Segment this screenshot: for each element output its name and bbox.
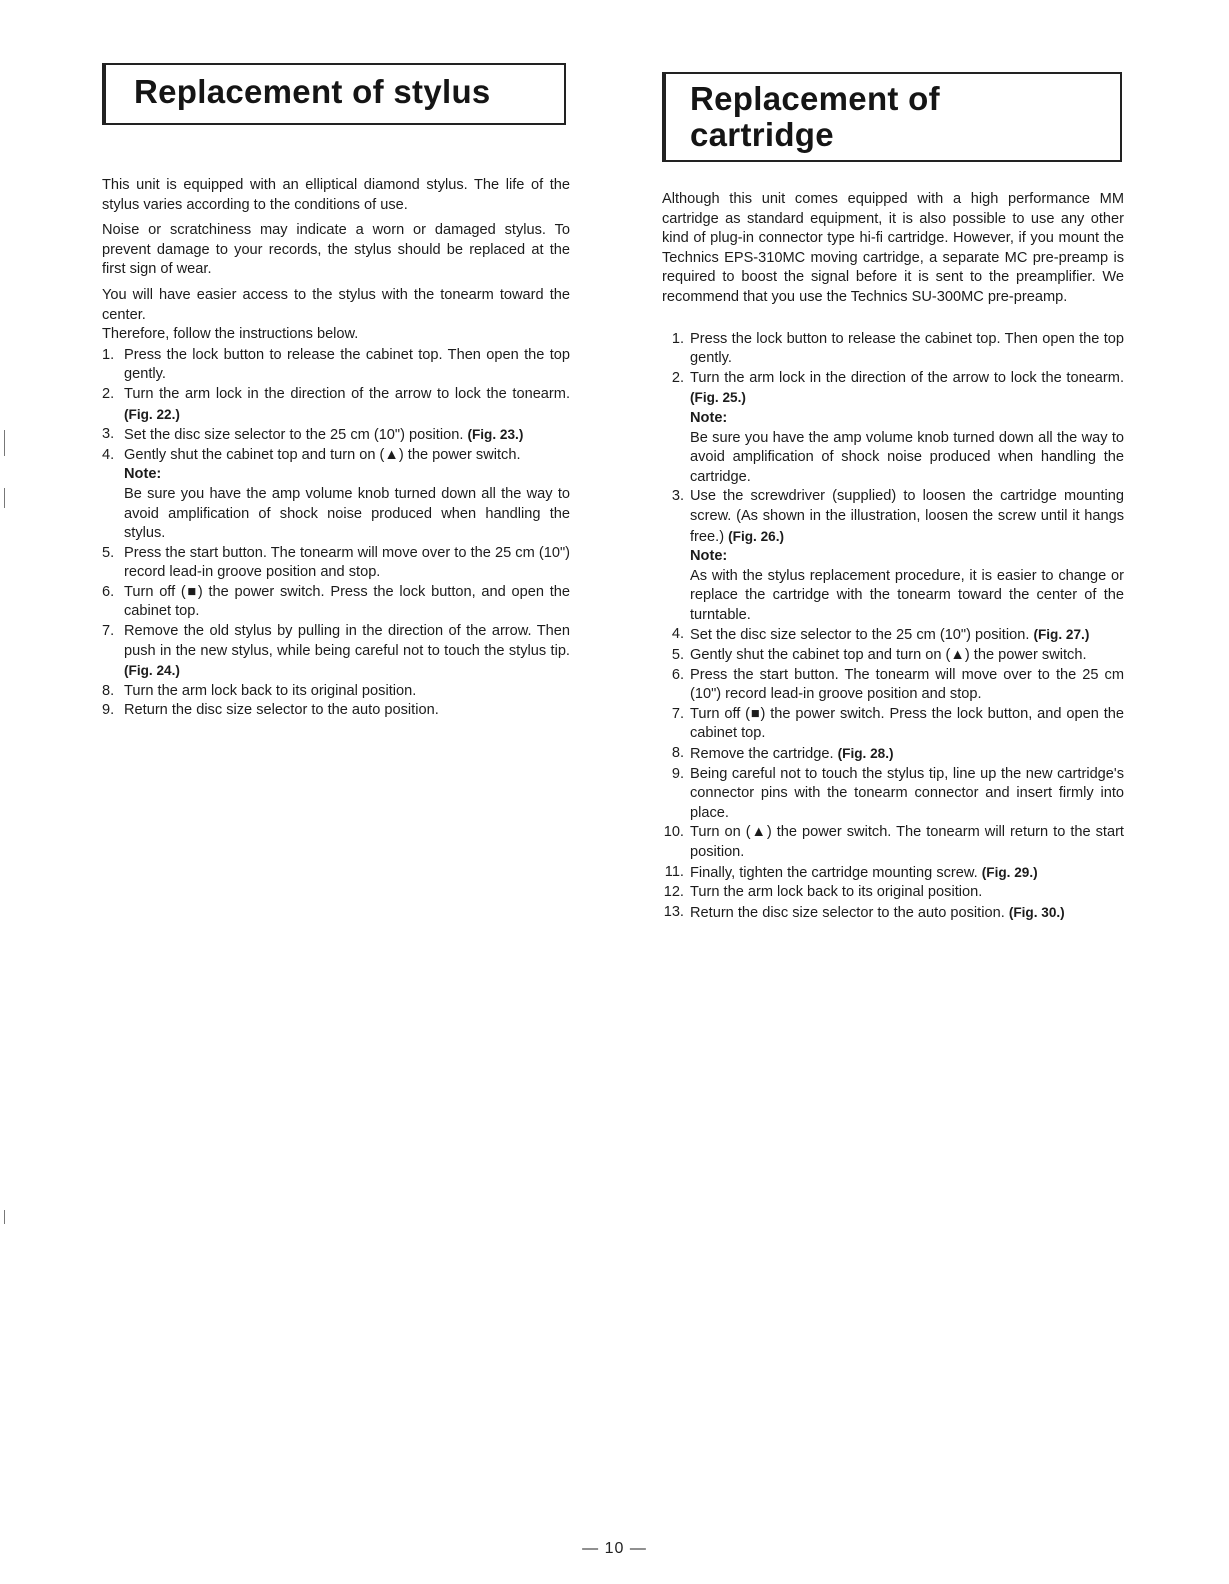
step-number: 10. bbox=[663, 824, 684, 841]
step-item bbox=[662, 330, 1124, 369]
step-item bbox=[662, 903, 1124, 924]
step-number: 7. bbox=[671, 705, 684, 722]
step-text: Press the start button. The tonearm will move over to the 25 cm (10") record lead-in groove position and stop. bbox=[124, 544, 570, 581]
step-number: 3. bbox=[671, 488, 684, 505]
cartridge-steps-list bbox=[662, 330, 1124, 924]
stylus-section-body bbox=[102, 176, 570, 721]
step-item bbox=[102, 346, 570, 385]
page-number-text: — 10 — bbox=[582, 1540, 647, 1557]
step-text: Set the disc size selector to the 25 cm (10") position. bbox=[124, 427, 464, 444]
step-text: Gently shut the cabinet top and turn on (▲) the power switch. bbox=[124, 446, 521, 463]
figure-reference: (Fig. 30.) bbox=[1008, 904, 1065, 920]
note-text: As with the stylus replacement procedure, it is easier to change or replace the cartridge with the tonearm toward the center of the turntable. bbox=[690, 567, 1124, 623]
step-item bbox=[662, 765, 1124, 824]
step-number: 3. bbox=[102, 426, 115, 443]
step-item bbox=[662, 666, 1124, 705]
step-number: 4. bbox=[102, 446, 115, 463]
step-item bbox=[662, 705, 1124, 744]
stylus-steps-list bbox=[102, 346, 570, 721]
step-text: Finally, tighten the cartridge mounting screw. bbox=[690, 864, 978, 881]
step-text: Return the disc size selector to the auto position. bbox=[690, 904, 1005, 921]
step-text: Press the lock button to release the cabinet top. Then open the top gently. bbox=[124, 346, 570, 383]
step-item bbox=[102, 622, 570, 682]
step-text: Turn the arm lock back to its original position. bbox=[124, 682, 417, 699]
step-number: 8. bbox=[102, 682, 115, 699]
step-number: 12. bbox=[663, 884, 684, 901]
step-number: 9. bbox=[671, 765, 684, 782]
step-number: 1. bbox=[671, 330, 684, 347]
note-text: Be sure you have the amp volume knob turned down all the way to avoid amplification of shock noise produced when handling the stylus. bbox=[124, 485, 570, 542]
stylus-intro-paragraph: Therefore, follow the instructions below. bbox=[102, 326, 359, 343]
step-text: Turn the arm lock in the direction of the arrow to lock the tonearm. bbox=[124, 385, 570, 402]
step-item bbox=[662, 625, 1124, 646]
step-item bbox=[662, 646, 1124, 666]
step-item bbox=[662, 883, 1124, 903]
step-item bbox=[102, 682, 570, 702]
figure-reference: (Fig. 29.) bbox=[981, 864, 1038, 880]
note-label: Note: bbox=[124, 466, 162, 483]
step-item bbox=[102, 544, 570, 583]
step-number: 7. bbox=[102, 623, 115, 640]
step-text: Remove the old stylus by pulling in the direction of the arrow. Then push in the new stylus, while being careful not to touch the stylus tip. bbox=[124, 623, 570, 659]
step-item bbox=[662, 369, 1124, 488]
step-item bbox=[102, 385, 570, 425]
cartridge-intro-paragraph: Although this unit comes equipped with a high performance MM cartridge as standard equipment, it is also possible to use any other kind of plug-in connector type hi-fi cartridge. However, if you mount the Technics EPS-310MC moving cartridge, a separate MC pre-preamp is required to boost the signal before it is sent to the preamplifier. We recommend that you use the Technics SU-300MC pre-preamp. bbox=[662, 191, 1124, 305]
step-number: 2. bbox=[671, 369, 684, 386]
figure-reference: (Fig. 27.) bbox=[1033, 627, 1090, 643]
step-item bbox=[662, 744, 1124, 765]
note-label: Note: bbox=[690, 548, 728, 565]
step-number: 9. bbox=[102, 702, 115, 719]
step-number: 5. bbox=[671, 647, 684, 664]
step-text: Set the disc size selector to the 25 cm (10") position. bbox=[690, 627, 1030, 644]
scan-speck bbox=[4, 488, 5, 508]
figure-reference: (Fig. 24.) bbox=[124, 663, 180, 679]
step-text: Turn the arm lock back to its original position. bbox=[690, 884, 983, 901]
step-text: Being careful not to touch the stylus tip, line up the new cartridge's connector pins with the tonearm connector and insert firmly into place. bbox=[690, 765, 1124, 821]
cartridge-section-body bbox=[662, 190, 1124, 923]
stylus-intro-paragraph: This unit is equipped with an elliptical diamond stylus. The life of the stylus varies according to the conditions of use. bbox=[102, 177, 570, 213]
figure-reference: (Fig. 26.) bbox=[728, 528, 785, 544]
step-item bbox=[662, 863, 1124, 884]
step-number: 8. bbox=[671, 745, 684, 762]
step-item bbox=[662, 487, 1124, 625]
scan-speck bbox=[4, 1210, 5, 1224]
stylus-intro-paragraph: You will have easier access to the stylus with the tonearm toward the center. bbox=[102, 286, 570, 323]
step-text: Turn on (▲) the power switch. The tonearm will return to the start position. bbox=[690, 824, 1124, 860]
step-text: Press the start button. The tonearm will move over to the 25 cm (10") record lead-in groove position and stop. bbox=[690, 666, 1124, 703]
stylus-intro-paragraph: Noise or scratchiness may indicate a worn or damaged stylus. To prevent damage to your records, the stylus should be replaced at the first sign of wear. bbox=[102, 222, 570, 278]
step-item bbox=[102, 701, 570, 721]
step-text: Return the disc size selector to the auto position. bbox=[124, 702, 439, 719]
step-text: Remove the cartridge. bbox=[690, 746, 834, 763]
step-text: Turn the arm lock in the direction of the arrow to lock the tonearm. bbox=[690, 369, 1124, 386]
cartridge-title-line: cartridge bbox=[690, 116, 834, 153]
figure-reference: (Fig. 23.) bbox=[467, 427, 524, 443]
figure-reference: (Fig. 22.) bbox=[124, 406, 180, 422]
step-item bbox=[102, 425, 570, 446]
step-number: 11. bbox=[664, 863, 684, 880]
figure-reference: (Fig. 28.) bbox=[837, 746, 894, 762]
step-text: Turn off (■) the power switch. Press the lock button, and open the cabinet top. bbox=[690, 705, 1124, 742]
step-number: 2. bbox=[102, 385, 115, 402]
step-text: Press the lock button to release the cabinet top. Then open the top gently. bbox=[690, 330, 1124, 367]
note-text: Be sure you have the amp volume knob turned down all the way to avoid amplification of shock noise produced when handling the cartridge. bbox=[690, 429, 1124, 485]
cartridge-title-line: Replacement of bbox=[690, 80, 940, 117]
step-number: 4. bbox=[671, 626, 684, 643]
stylus-section-title: Replacement of stylus bbox=[102, 63, 566, 125]
step-number: 6. bbox=[102, 583, 115, 600]
step-item bbox=[102, 446, 570, 544]
step-number: 6. bbox=[671, 666, 684, 683]
step-number: 1. bbox=[102, 346, 115, 363]
cartridge-section-title bbox=[662, 72, 1122, 162]
step-item bbox=[102, 583, 570, 622]
scan-speck bbox=[4, 430, 5, 456]
page-number bbox=[0, 1540, 1229, 1558]
note-label: Note: bbox=[690, 409, 728, 426]
step-text: Gently shut the cabinet top and turn on (▲) the power switch. bbox=[690, 647, 1087, 664]
step-item bbox=[662, 823, 1124, 862]
step-number: 5. bbox=[102, 544, 115, 561]
figure-reference: (Fig. 25.) bbox=[690, 390, 746, 406]
step-text: Turn off (■) the power switch. Press the lock button, and open the cabinet top. bbox=[124, 583, 570, 620]
step-text: Use the screwdriver (supplied) to loosen the cartridge mounting screw. (As shown in the illustration, loosen the screw until it hangs free.) bbox=[690, 488, 1124, 545]
step-number: 13. bbox=[663, 903, 684, 920]
